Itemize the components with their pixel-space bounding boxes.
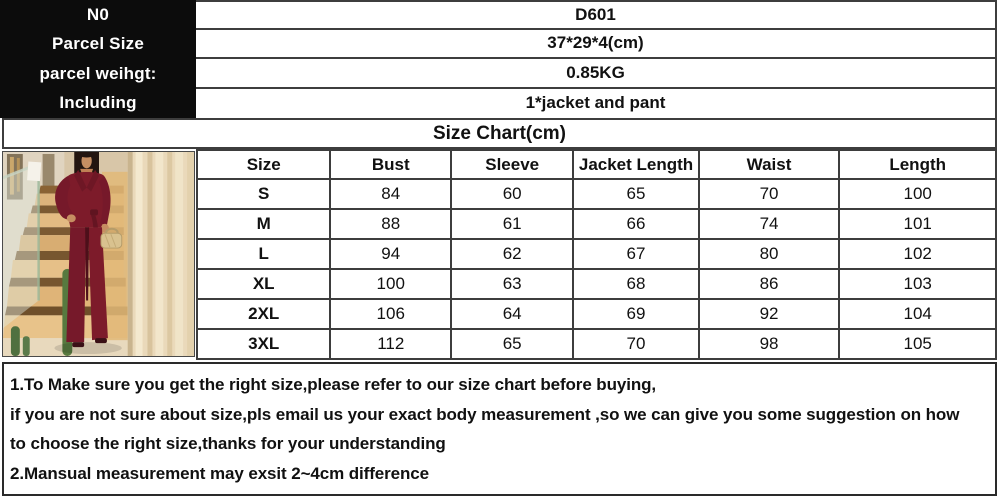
- value-cell: 74: [699, 209, 840, 239]
- value-cell: 70: [699, 179, 840, 209]
- table-row-l: [197, 239, 996, 269]
- column-header-size: Size: [197, 150, 330, 179]
- size-cell: S: [197, 179, 330, 209]
- table-row-s: [197, 179, 996, 209]
- value-cell: 64: [451, 299, 573, 329]
- value-cell: 67: [573, 239, 698, 269]
- value-cell: 61: [451, 209, 573, 239]
- size-cell: XL: [197, 269, 330, 299]
- model-photo: [2, 151, 195, 357]
- size-cell: 3XL: [197, 329, 330, 359]
- value-cell: 103: [839, 269, 996, 299]
- value-cell: 92: [699, 299, 840, 329]
- note-line-2: if you are not sure about size,pls email us your exact body measurement ,so we can give you some suggestion on how: [10, 404, 960, 424]
- note-line-3: to choose the right size,thanks for your understanding: [10, 434, 446, 453]
- note-line-4: 2.Mansual measurement may exsit 2~4cm difference: [10, 463, 429, 483]
- value-cell: 65: [573, 179, 698, 209]
- info-label-including: Including: [0, 89, 196, 119]
- value-cell: 68: [573, 269, 698, 299]
- info-row: [0, 0, 997, 30]
- value-cell: 101: [839, 209, 996, 239]
- value-cell: 104: [839, 299, 996, 329]
- value-cell: 63: [451, 269, 573, 299]
- info-value-including: 1*jacket and pant: [196, 89, 997, 119]
- value-cell: 66: [573, 209, 698, 239]
- value-cell: 69: [573, 299, 698, 329]
- value-cell: 98: [699, 329, 840, 359]
- size-table-header-row: [197, 150, 996, 179]
- column-header-sleeve: Sleeve: [451, 150, 573, 179]
- value-cell: 112: [330, 329, 451, 359]
- info-row: [0, 30, 997, 60]
- value-cell: 86: [699, 269, 840, 299]
- value-cell: 84: [330, 179, 451, 209]
- size-cell: 2XL: [197, 299, 330, 329]
- parcel-info-table: [0, 0, 997, 118]
- notes-box: [2, 362, 997, 496]
- value-cell: 88: [330, 209, 451, 239]
- info-row: [0, 89, 997, 119]
- value-cell: 94: [330, 239, 451, 269]
- size-chart-title: Size Chart(cm): [2, 118, 997, 149]
- column-header-length: Length: [839, 150, 996, 179]
- table-row-xl: [197, 269, 996, 299]
- table-row-m: [197, 209, 996, 239]
- value-cell: 106: [330, 299, 451, 329]
- value-cell: 105: [839, 329, 996, 359]
- table-row-2xl: [197, 299, 996, 329]
- info-label-no: N0: [0, 0, 196, 30]
- info-row: [0, 59, 997, 89]
- column-header-bust: Bust: [330, 150, 451, 179]
- info-value-parcel-weight: 0.85KG: [196, 59, 997, 89]
- value-cell: 70: [573, 329, 698, 359]
- value-cell: 62: [451, 239, 573, 269]
- table-row-3xl: [197, 329, 996, 359]
- value-cell: 60: [451, 179, 573, 209]
- value-cell: 100: [839, 179, 996, 209]
- column-header-jacket-length: Jacket Length: [573, 150, 698, 179]
- info-label-parcel-size: Parcel Size: [0, 30, 196, 60]
- size-table: [196, 149, 997, 358]
- value-cell: 80: [699, 239, 840, 269]
- value-cell: 100: [330, 269, 451, 299]
- value-cell: 102: [839, 239, 996, 269]
- column-header-waist: Waist: [699, 150, 840, 179]
- info-value-parcel-size: 37*29*4(cm): [196, 30, 997, 60]
- info-value-no: D601: [196, 0, 997, 30]
- size-cell: L: [197, 239, 330, 269]
- size-cell: M: [197, 209, 330, 239]
- value-cell: 65: [451, 329, 573, 359]
- model-photo-illustration: [3, 152, 194, 356]
- note-line-1: 1.To Make sure you get the right size,please refer to our size chart before buying,: [10, 375, 657, 394]
- info-label-parcel-weight: parcel weihgt:: [0, 59, 196, 89]
